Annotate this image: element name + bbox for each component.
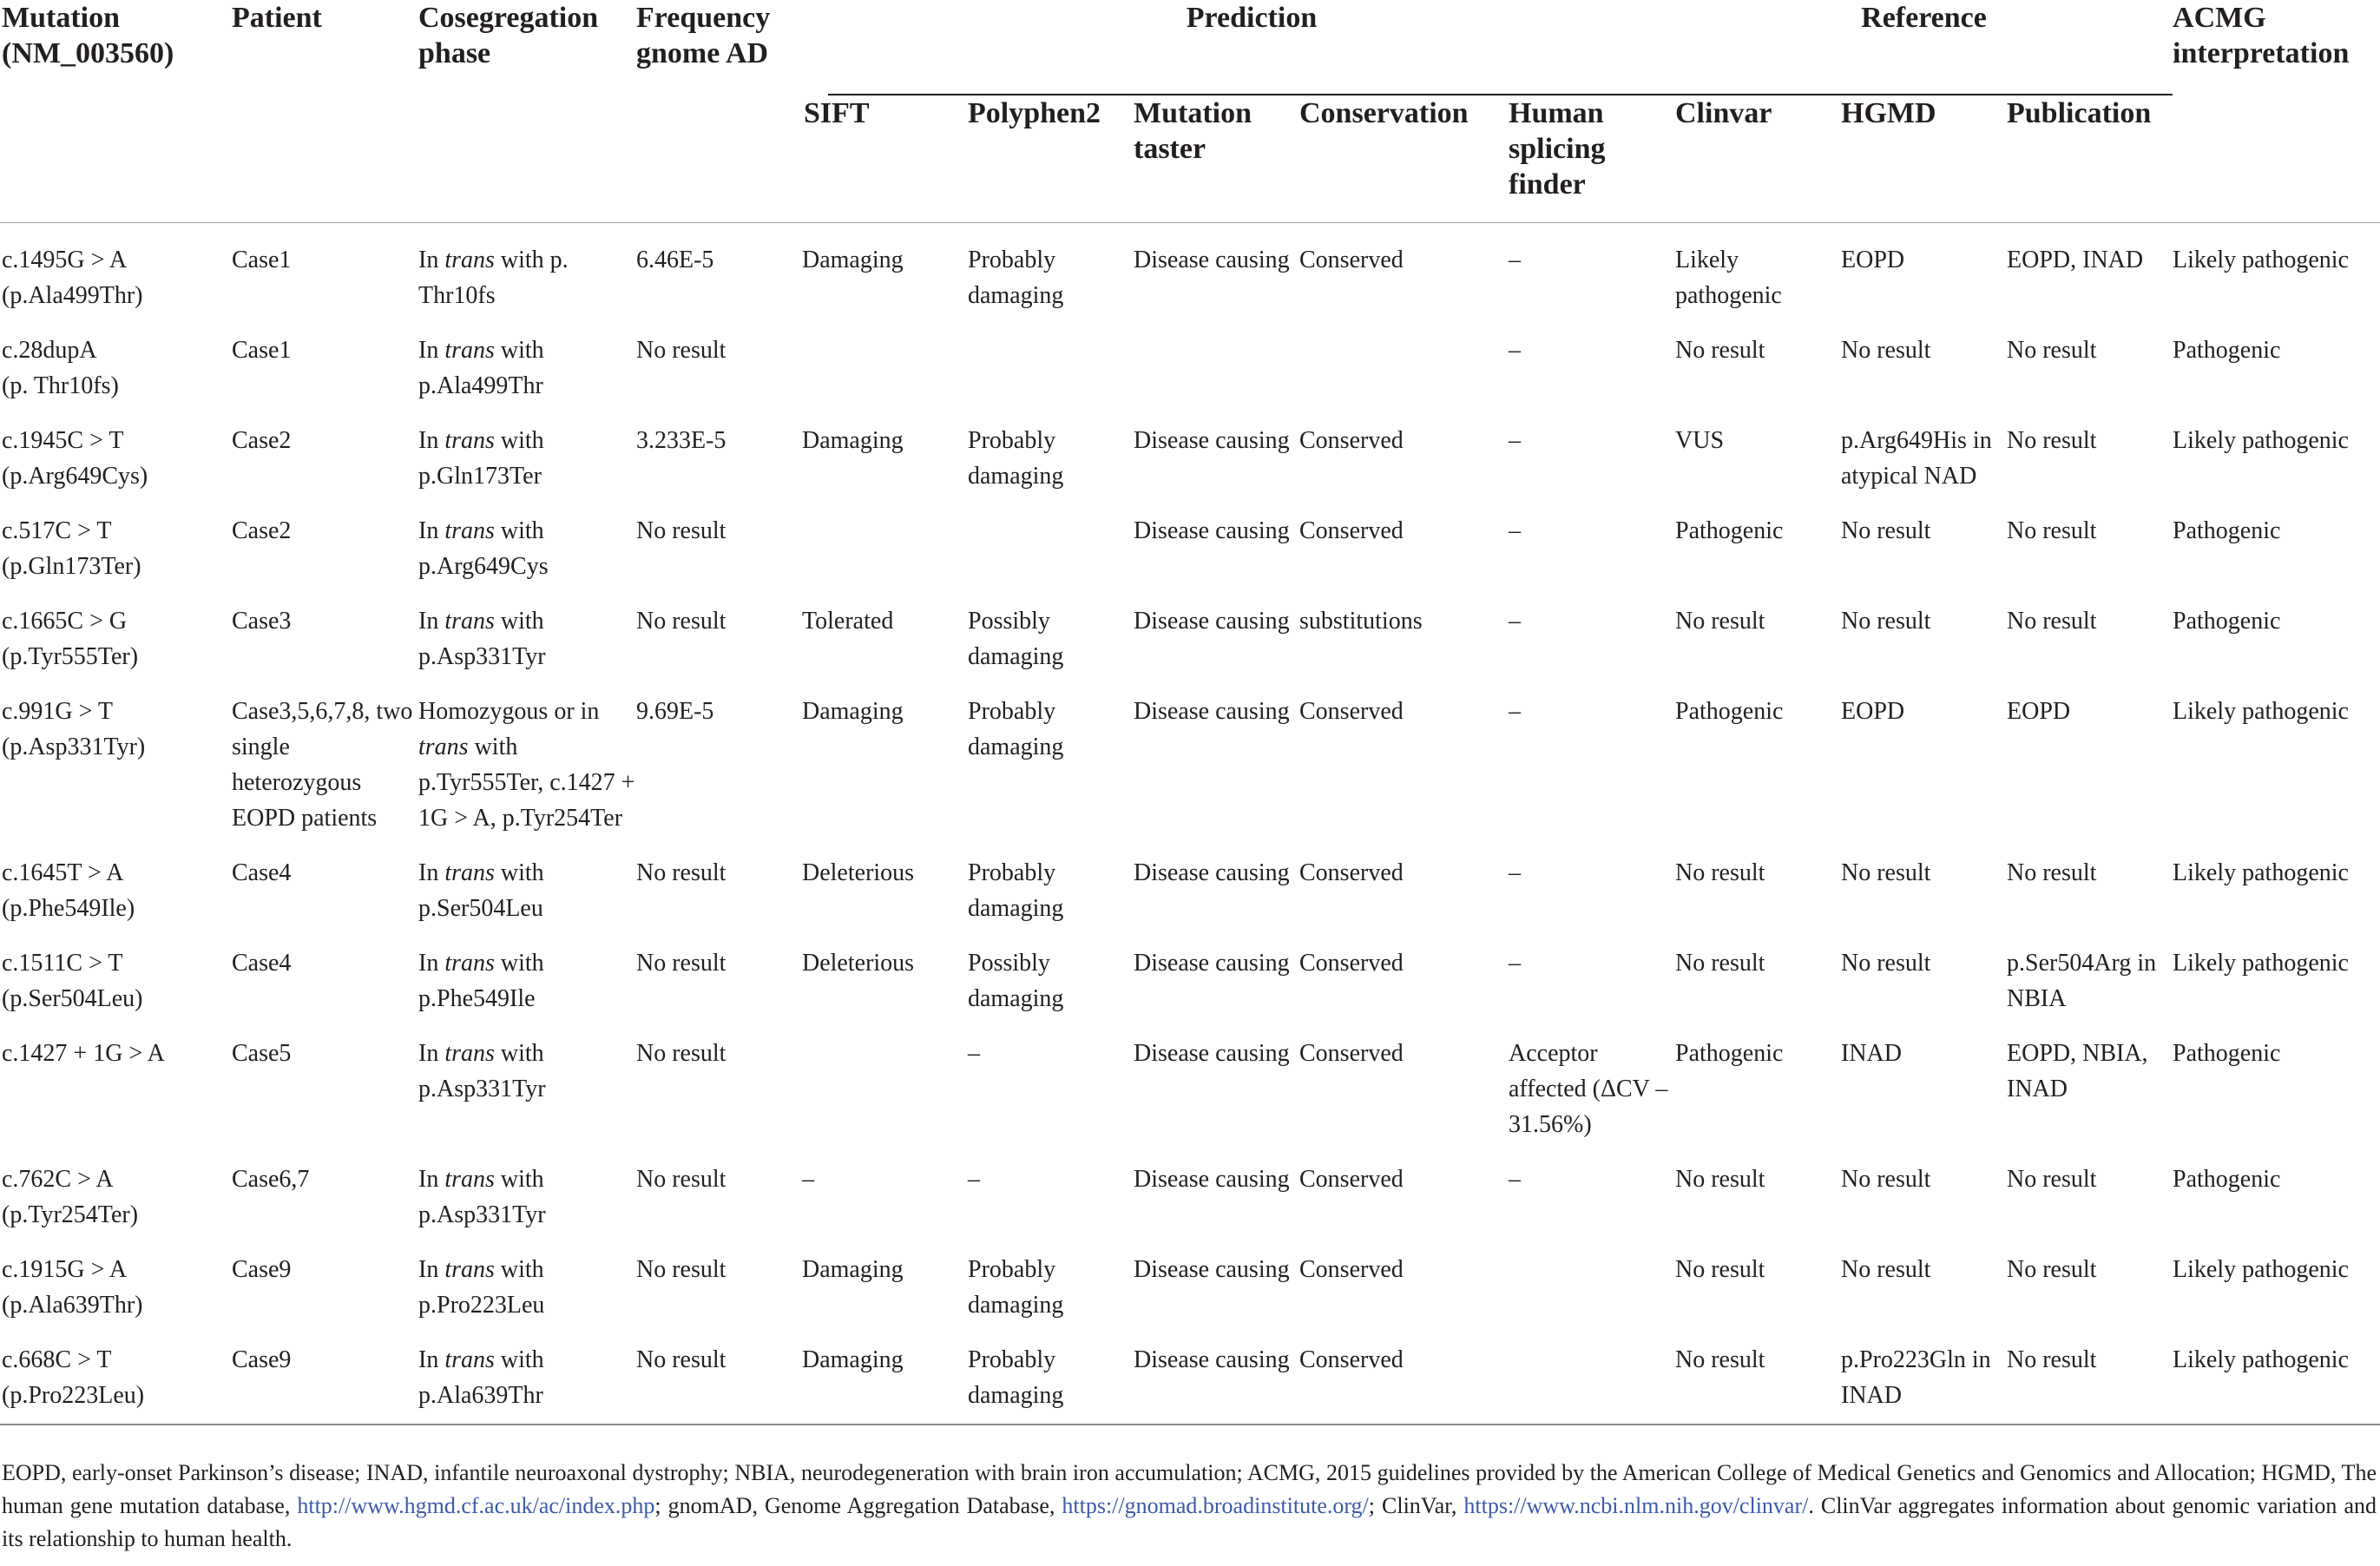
cell-hgmd: INAD bbox=[1841, 1040, 1902, 1067]
header-clinvar: Clinvar bbox=[1675, 95, 1841, 223]
header-sift: SIFT bbox=[802, 95, 968, 223]
cell-mutation-taster bbox=[1134, 313, 1299, 404]
cell-hgmd: p.Arg649His in atypical NAD bbox=[1841, 427, 1992, 490]
cell-human-splicing-finder: Acceptor affected (ΔCV – 31.56%) bbox=[1509, 1040, 1668, 1138]
table-row bbox=[0, 1142, 2380, 1233]
cell-cosegregation bbox=[418, 584, 636, 674]
cosegregation-trans: trans bbox=[444, 859, 495, 886]
cell-mutation-taster: Disease causing bbox=[1134, 1166, 1290, 1193]
cosegregation-pre: In bbox=[418, 608, 445, 635]
cell-acmg: Likely pathogenic bbox=[2173, 859, 2349, 886]
mutation-cdna: c.1945C > T bbox=[2, 427, 124, 454]
cell-conservation: Conserved bbox=[1299, 1166, 1404, 1193]
cell-acmg: Likely pathogenic bbox=[2173, 698, 2349, 725]
cell-sift bbox=[802, 313, 968, 404]
cosegregation-pre: In bbox=[418, 427, 445, 454]
header-acmg: ACMG interpretation bbox=[2173, 0, 2380, 223]
cosegregation-post: with p.Ser504Leu bbox=[418, 859, 544, 922]
mutation-protein: (p.Asp331Tyr) bbox=[2, 734, 146, 760]
table-row bbox=[0, 1233, 2380, 1323]
cosegregation-pre: In bbox=[418, 950, 445, 977]
cell-clinvar: Pathogenic bbox=[1675, 698, 1784, 725]
cell-mutation-taster: Disease causing bbox=[1134, 247, 1290, 273]
cell-mutation bbox=[0, 926, 232, 1017]
cosegregation-pre: In bbox=[418, 1346, 445, 1373]
cell-clinvar: Pathogenic bbox=[1675, 517, 1784, 544]
cell-polyphen2: Probably damaging bbox=[968, 1256, 1064, 1319]
table-row bbox=[0, 584, 2380, 674]
cell-publication: EOPD, INAD bbox=[2007, 247, 2144, 273]
cell-clinvar: No result bbox=[1675, 950, 1765, 977]
table-footnote bbox=[2, 1457, 2377, 1556]
footnote-text-2: ; gnomAD, Genome Aggregation Database, bbox=[654, 1493, 1062, 1518]
cell-sift: Damaging bbox=[802, 1256, 904, 1283]
cell-patient: Case2 bbox=[232, 427, 292, 454]
cell-hgmd: No result bbox=[1841, 337, 1931, 364]
cosegregation-post: with p.Pro223Leu bbox=[418, 1256, 545, 1319]
cell-frequency: No result bbox=[636, 1166, 726, 1193]
cell-cosegregation bbox=[418, 1017, 636, 1142]
cell-frequency: No result bbox=[636, 517, 726, 544]
cell-frequency: No result bbox=[636, 1256, 726, 1283]
cell-acmg: Pathogenic bbox=[2173, 1040, 2281, 1067]
mutation-cdna: c.1427 + 1G > A bbox=[2, 1040, 165, 1067]
cell-mutation bbox=[0, 404, 232, 494]
cosegregation-trans: trans bbox=[444, 950, 495, 977]
cell-frequency: No result bbox=[636, 1323, 802, 1425]
cosegregation-trans: trans bbox=[444, 247, 495, 273]
table-row bbox=[0, 926, 2380, 1017]
cell-patient: Case9 bbox=[232, 1256, 292, 1283]
cell-frequency: No result bbox=[636, 950, 726, 977]
header-reference-label: Reference bbox=[1861, 2, 1987, 34]
mutation-cdna: c.762C > A bbox=[2, 1166, 114, 1193]
header-publication: Publication bbox=[2007, 95, 2173, 223]
cell-publication: No result bbox=[2007, 1256, 2097, 1283]
header-reference bbox=[1675, 0, 2173, 95]
mutation-protein: (p.Arg649Cys) bbox=[2, 463, 148, 490]
cell-sift: Damaging bbox=[802, 247, 904, 273]
table-row bbox=[0, 1323, 2380, 1425]
cosegregation-post: with p.Asp331Tyr bbox=[418, 1040, 546, 1102]
cell-conservation: Conserved bbox=[1299, 859, 1404, 886]
mutation-protein: (p.Tyr254Ter) bbox=[2, 1201, 139, 1228]
cell-frequency: 9.69E-5 bbox=[636, 698, 714, 725]
table-row bbox=[0, 494, 2380, 584]
cosegregation-trans: trans bbox=[444, 1346, 495, 1373]
table-row bbox=[0, 674, 2380, 836]
cell-conservation: Conserved bbox=[1299, 1256, 1404, 1283]
cell-sift bbox=[802, 494, 968, 584]
cell-human-splicing-finder bbox=[1509, 1323, 1675, 1425]
cell-mutation-taster: Disease causing bbox=[1134, 427, 1290, 454]
header-conservation: Conservation bbox=[1299, 95, 1509, 223]
cell-hgmd: No result bbox=[1841, 1166, 1931, 1193]
cosegregation-trans: trans bbox=[444, 517, 495, 544]
cell-publication: EOPD bbox=[2007, 698, 2071, 725]
cell-human-splicing-finder bbox=[1509, 1233, 1675, 1323]
cell-mutation-taster: Disease causing bbox=[1134, 1040, 1290, 1067]
cell-sift: Damaging bbox=[802, 698, 904, 725]
cell-mutation-taster: Disease causing bbox=[1134, 950, 1290, 977]
cell-acmg: Likely pathogenic bbox=[2173, 427, 2349, 454]
cell-sift bbox=[802, 1017, 968, 1142]
cell-polyphen2: Probably damaging bbox=[968, 427, 1064, 490]
cell-hgmd: EOPD bbox=[1841, 247, 1905, 273]
cell-human-splicing-finder: – bbox=[1509, 859, 1521, 886]
cosegregation-post: with p.Ala499Thr bbox=[418, 337, 544, 399]
cell-acmg: Likely pathogenic bbox=[2173, 247, 2349, 273]
mutation-protein: (p.Phe549Ile) bbox=[2, 895, 135, 922]
cell-frequency: No result bbox=[636, 608, 726, 635]
mutation-cdna: c.1511C > T bbox=[2, 950, 123, 977]
cell-mutation bbox=[0, 313, 232, 404]
table-body bbox=[0, 223, 2380, 1425]
cell-conservation: Conserved bbox=[1299, 427, 1404, 454]
mutation-protein: (p.Ala639Thr) bbox=[2, 1292, 143, 1319]
cell-cosegregation bbox=[418, 404, 636, 494]
header-human-splicing-finder: Human splicing finder bbox=[1509, 95, 1675, 223]
cell-cosegregation bbox=[418, 223, 636, 314]
gnomad-link[interactable]: https://gnomad.broadinstitute.org/ bbox=[1062, 1493, 1369, 1518]
cell-mutation bbox=[0, 836, 232, 926]
table-row bbox=[0, 223, 2380, 314]
mutation-protein: (p.Pro223Leu) bbox=[2, 1382, 145, 1409]
mutation-cdna: c.517C > T bbox=[2, 517, 112, 544]
cell-polyphen2: Probably damaging bbox=[968, 859, 1064, 922]
cell-mutation bbox=[0, 674, 232, 836]
cell-frequency: 3.233E-5 bbox=[636, 427, 726, 454]
mutation-cdna: c.1915G > A bbox=[2, 1256, 128, 1283]
cell-hgmd: No result bbox=[1841, 1256, 1931, 1283]
cell-patient: Case9 bbox=[232, 1323, 418, 1425]
table-row bbox=[0, 404, 2380, 494]
cosegregation-post: with p.Arg649Cys bbox=[418, 517, 549, 580]
cell-cosegregation bbox=[418, 926, 636, 1017]
mutation-protein: (p.Gln173Ter) bbox=[2, 553, 141, 580]
hgmd-link[interactable]: http://www.hgmd.cf.ac.uk/ac/index.php bbox=[297, 1493, 655, 1518]
cell-clinvar: No result bbox=[1675, 1256, 1765, 1283]
cell-clinvar: VUS bbox=[1675, 427, 1725, 454]
cell-publication: No result bbox=[2007, 1323, 2173, 1425]
cosegregation-pre: In bbox=[418, 1040, 445, 1067]
table-row bbox=[0, 1017, 2380, 1142]
cell-polyphen2: – bbox=[968, 1040, 980, 1067]
cell-human-splicing-finder: – bbox=[1509, 247, 1521, 273]
cosegregation-post: with p.Asp331Tyr bbox=[418, 608, 546, 670]
cell-publication: No result bbox=[2007, 859, 2097, 886]
cell-mutation bbox=[0, 1323, 232, 1425]
cell-mutation bbox=[0, 1233, 232, 1323]
cell-acmg: Likely pathogenic bbox=[2173, 1323, 2380, 1425]
cell-mutation bbox=[0, 1142, 232, 1233]
cosegregation-trans: trans bbox=[444, 337, 495, 364]
footnote-text-1: EOPD, early-onset Parkinson’s disease; INAD, infantile neuroaxonal dystrophy; NBIA, neurodegeneration with brain iron accumulation; ACMG, 2015 guidelines provided by the American College of Medical Genetics and Genomics and Allocation; HGMD, The human gene mutation database, bbox=[2, 1460, 2377, 1518]
cell-conservation: substitutions bbox=[1299, 608, 1423, 635]
cell-hgmd: No result bbox=[1841, 517, 1931, 544]
cell-patient: Case5 bbox=[232, 1040, 292, 1067]
cosegregation-trans: trans bbox=[444, 427, 495, 454]
cell-polyphen2: – bbox=[968, 1166, 980, 1193]
cosegregation-post: with p. Thr10fs bbox=[418, 247, 569, 309]
cell-cosegregation bbox=[418, 1323, 636, 1425]
cell-mutation bbox=[0, 494, 232, 584]
cell-polyphen2: Possibly damaging bbox=[968, 950, 1064, 1012]
cell-mutation-taster: Disease causing bbox=[1134, 517, 1290, 544]
cell-frequency: No result bbox=[636, 859, 726, 886]
cell-clinvar: No result bbox=[1675, 608, 1765, 635]
mutation-protein: (p.Ala499Thr) bbox=[2, 282, 143, 309]
cell-sift: Deleterious bbox=[802, 859, 915, 886]
cell-patient: Case1 bbox=[232, 247, 292, 273]
cell-mutation-taster: Disease causing bbox=[1134, 859, 1290, 886]
header-polyphen2: Polyphen2 bbox=[968, 95, 1134, 223]
cell-sift: Deleterious bbox=[802, 950, 915, 977]
cosegregation-trans: trans bbox=[418, 734, 469, 760]
cell-clinvar: Pathogenic bbox=[1675, 1040, 1784, 1067]
header-cosegregation: Cosegregation phase bbox=[418, 0, 636, 223]
cell-clinvar: No result bbox=[1675, 1323, 1841, 1425]
cosegregation-pre: In bbox=[418, 517, 445, 544]
header-mutation: Mutation (NM_003560) bbox=[0, 0, 232, 223]
cosegregation-pre: In bbox=[418, 1166, 445, 1193]
cell-sift: Damaging bbox=[802, 1323, 968, 1425]
cell-publication: No result bbox=[2007, 337, 2097, 364]
cosegregation-post: with p.Gln173Ter bbox=[418, 427, 544, 490]
cell-human-splicing-finder: – bbox=[1509, 337, 1521, 364]
cell-publication: No result bbox=[2007, 608, 2097, 635]
cosegregation-post: with p.Tyr555Ter, c.1427 + 1G > A, p.Tyr254Ter bbox=[418, 734, 635, 832]
cell-polyphen2: Probably damaging bbox=[968, 698, 1064, 760]
cell-human-splicing-finder: – bbox=[1509, 1166, 1521, 1193]
cell-mutation bbox=[0, 223, 232, 314]
cell-mutation-taster: Disease causing bbox=[1134, 608, 1290, 635]
cell-mutation-taster: Disease causing bbox=[1134, 698, 1290, 725]
cell-mutation-taster: Disease causing bbox=[1134, 1323, 1299, 1425]
footnote-text-4: . ClinVar aggregates information about genomic variation and its relationship to human health. bbox=[2, 1493, 2377, 1551]
cell-acmg: Pathogenic bbox=[2173, 337, 2281, 364]
header-prediction bbox=[802, 0, 1675, 95]
cell-hgmd: No result bbox=[1841, 859, 1931, 886]
mutation-protein: (p.Tyr555Ter) bbox=[2, 643, 139, 670]
cell-publication: No result bbox=[2007, 427, 2097, 454]
cell-human-splicing-finder: – bbox=[1509, 517, 1521, 544]
cell-conservation: Conserved bbox=[1299, 950, 1404, 977]
cell-conservation: Conserved bbox=[1299, 247, 1404, 273]
cell-clinvar: Likely pathogenic bbox=[1675, 247, 1782, 309]
mutation-protein: (p. Thr10fs) bbox=[2, 372, 119, 399]
cell-patient: Case3 bbox=[232, 608, 292, 635]
cell-sift: Damaging bbox=[802, 427, 904, 454]
cosegregation-post: with p.Asp331Tyr bbox=[418, 1166, 546, 1228]
header-hgmd: HGMD bbox=[1841, 95, 2007, 223]
cell-hgmd: p.Pro223Gln in INAD bbox=[1841, 1323, 2007, 1425]
cell-hgmd: No result bbox=[1841, 608, 1931, 635]
cell-hgmd: No result bbox=[1841, 950, 1931, 977]
cell-human-splicing-finder: – bbox=[1509, 698, 1521, 725]
mutation-cdna: c.991G > T bbox=[2, 698, 114, 725]
cell-polyphen2: Probably damaging bbox=[968, 247, 1064, 309]
cell-conservation bbox=[1299, 313, 1509, 404]
cell-conservation: Conserved bbox=[1299, 698, 1404, 725]
cell-hgmd: EOPD bbox=[1841, 698, 1905, 725]
cell-acmg: Pathogenic bbox=[2173, 517, 2281, 544]
cell-frequency: No result bbox=[636, 337, 726, 364]
table-row bbox=[0, 313, 2380, 404]
cosegregation-trans: trans bbox=[444, 1040, 495, 1067]
cosegregation-pre: In bbox=[418, 247, 445, 273]
cell-cosegregation bbox=[418, 674, 636, 836]
cell-clinvar: No result bbox=[1675, 1166, 1765, 1193]
cell-patient: Case4 bbox=[232, 859, 292, 886]
cell-sift: Tolerated bbox=[802, 608, 894, 635]
cell-polyphen2 bbox=[968, 494, 1134, 584]
mutation-cdna: c.1645T > A bbox=[2, 859, 124, 886]
cell-publication: p.Ser504Arg in NBIA bbox=[2007, 950, 2157, 1012]
mutation-protein: (p.Ser504Leu) bbox=[2, 985, 143, 1012]
cell-conservation: Conserved bbox=[1299, 1040, 1404, 1067]
mutation-cdna: c.668C > T bbox=[2, 1346, 112, 1373]
cell-human-splicing-finder: – bbox=[1509, 608, 1521, 635]
cell-mutation bbox=[0, 1017, 232, 1142]
cell-cosegregation bbox=[418, 494, 636, 584]
cosegregation-trans: trans bbox=[444, 608, 495, 635]
cell-polyphen2 bbox=[968, 313, 1134, 404]
cell-patient: Case3,5,6,7,8, two single heterozygous EOPD patients bbox=[232, 698, 413, 832]
cosegregation-post: with p.Ala639Thr bbox=[418, 1346, 544, 1409]
cell-mutation-taster: Disease causing bbox=[1134, 1256, 1290, 1283]
cell-acmg: Pathogenic bbox=[2173, 608, 2281, 635]
mutation-cdna: c.1665C > G bbox=[2, 608, 128, 635]
cell-acmg: Likely pathogenic bbox=[2173, 1256, 2349, 1283]
cosegregation-trans: trans bbox=[444, 1256, 495, 1283]
cell-patient: Case6,7 bbox=[232, 1166, 310, 1193]
cell-clinvar: No result bbox=[1675, 859, 1765, 886]
cell-clinvar: No result bbox=[1675, 337, 1765, 364]
header-mutation-taster: Mutation taster bbox=[1134, 95, 1299, 223]
cell-human-splicing-finder: – bbox=[1509, 427, 1521, 454]
cell-polyphen2: Probably damaging bbox=[968, 1323, 1134, 1425]
header-frequency: Frequency gnome AD bbox=[636, 0, 802, 223]
header-patient: Patient bbox=[232, 0, 418, 223]
cell-polyphen2: Possibly damaging bbox=[968, 608, 1064, 670]
cosegregation-post: with p.Phe549Ile bbox=[418, 950, 544, 1012]
cell-cosegregation bbox=[418, 1142, 636, 1233]
cosegregation-pre: Homozygous or in bbox=[418, 698, 600, 725]
mutation-cdna: c.28dupA bbox=[2, 337, 97, 364]
cell-acmg: Pathogenic bbox=[2173, 1166, 2281, 1193]
cell-acmg: Likely pathogenic bbox=[2173, 950, 2349, 977]
cosegregation-trans: trans bbox=[444, 1166, 495, 1193]
cell-publication: EOPD, NBIA, INAD bbox=[2007, 1040, 2148, 1102]
header-prediction-label: Prediction bbox=[1186, 2, 1318, 34]
cosegregation-pre: In bbox=[418, 1256, 445, 1283]
cell-publication: No result bbox=[2007, 517, 2097, 544]
cell-human-splicing-finder: – bbox=[1509, 950, 1521, 977]
cell-frequency: 6.46E-5 bbox=[636, 247, 714, 273]
cell-cosegregation bbox=[418, 1233, 636, 1323]
cosegregation-pre: In bbox=[418, 859, 445, 886]
cell-publication: No result bbox=[2007, 1166, 2097, 1193]
footnote-text-3: ; ClinVar, bbox=[1368, 1493, 1464, 1518]
cell-conservation: Conserved bbox=[1299, 1323, 1509, 1425]
clinvar-link[interactable]: https://www.ncbi.nlm.nih.gov/clinvar/ bbox=[1463, 1493, 1809, 1518]
cell-patient: Case4 bbox=[232, 950, 292, 977]
cell-cosegregation bbox=[418, 313, 636, 404]
cell-conservation: Conserved bbox=[1299, 517, 1404, 544]
cosegregation-pre: In bbox=[418, 337, 445, 364]
cell-frequency: No result bbox=[636, 1040, 726, 1067]
mutation-cdna: c.1495G > A bbox=[2, 247, 128, 273]
cell-patient: Case1 bbox=[232, 337, 292, 364]
cell-sift: – bbox=[802, 1166, 814, 1193]
cell-mutation bbox=[0, 584, 232, 674]
cell-cosegregation bbox=[418, 836, 636, 926]
cell-patient: Case2 bbox=[232, 517, 292, 544]
table-row bbox=[0, 836, 2380, 926]
